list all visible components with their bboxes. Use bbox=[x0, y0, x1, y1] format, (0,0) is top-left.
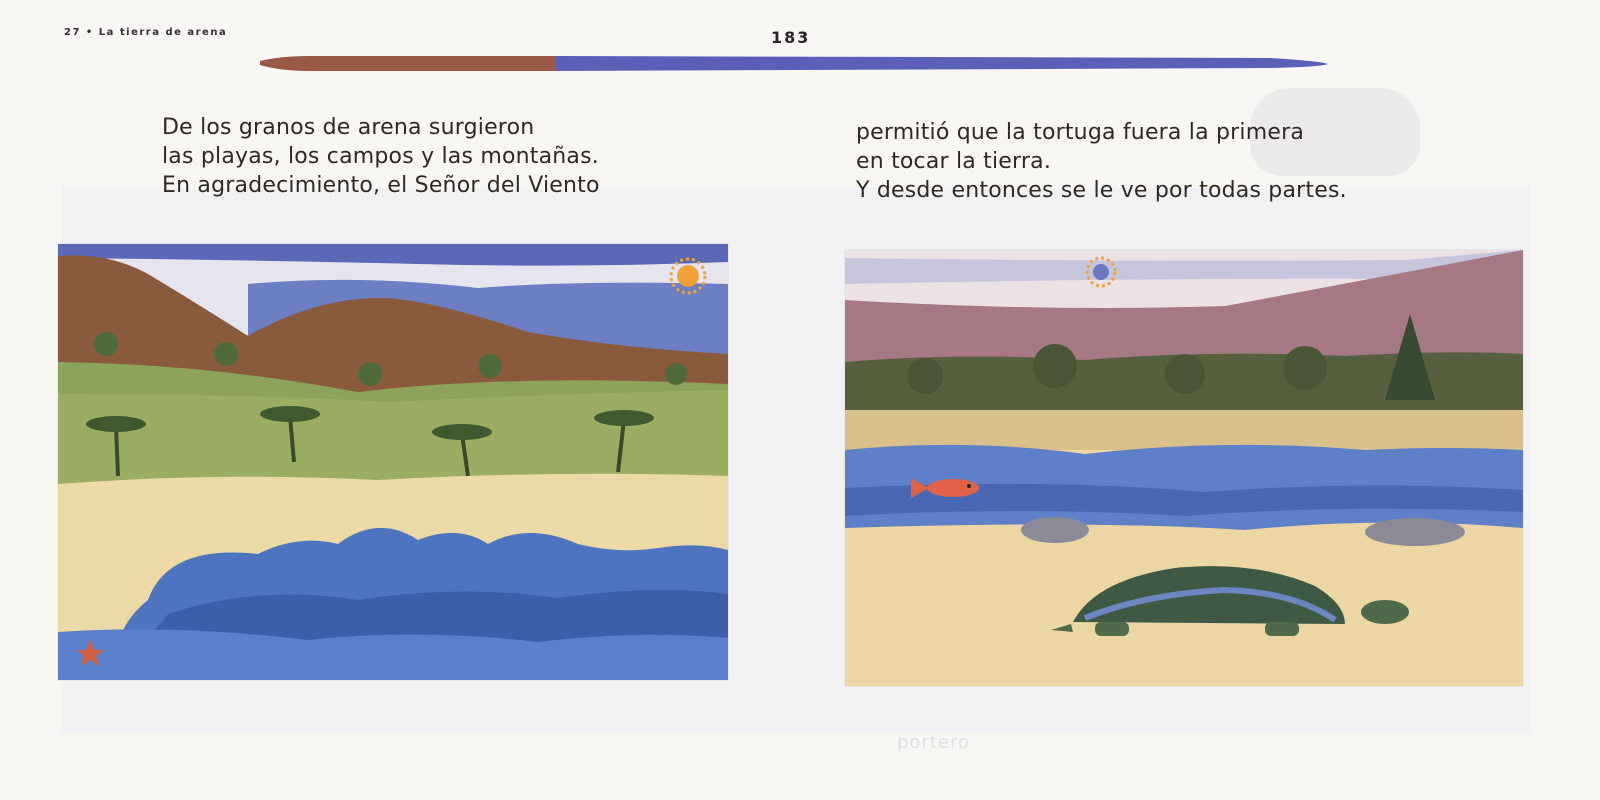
right-text-line: permitió que la tortuga fuera la primera bbox=[856, 120, 1304, 145]
right-story-text bbox=[856, 118, 1347, 205]
left-text-line: las playas, los campos y las montañas. bbox=[162, 144, 599, 169]
right-text-line: Y desde entonces se le ve por todas partes. bbox=[856, 178, 1347, 203]
shore-water bbox=[58, 629, 728, 680]
turtle-landscape-illustration bbox=[845, 250, 1523, 686]
running-header: 27 • La tierra de arena bbox=[64, 27, 228, 38]
header-color-rule bbox=[260, 52, 1328, 74]
right-text-line: en tocar la tierra. bbox=[856, 149, 1052, 174]
show-through-word: portero bbox=[897, 732, 970, 753]
left-story-text bbox=[162, 113, 600, 200]
rock-icon bbox=[1365, 518, 1465, 546]
left-text-line: En agradecimiento, el Señor del Viento bbox=[162, 173, 600, 198]
rock-icon bbox=[1021, 517, 1089, 543]
page-number: 183 bbox=[771, 28, 811, 47]
beach-landscape-illustration bbox=[58, 244, 728, 680]
left-text-line: De los granos de arena surgieron bbox=[162, 115, 535, 140]
far-shore bbox=[845, 410, 1523, 450]
